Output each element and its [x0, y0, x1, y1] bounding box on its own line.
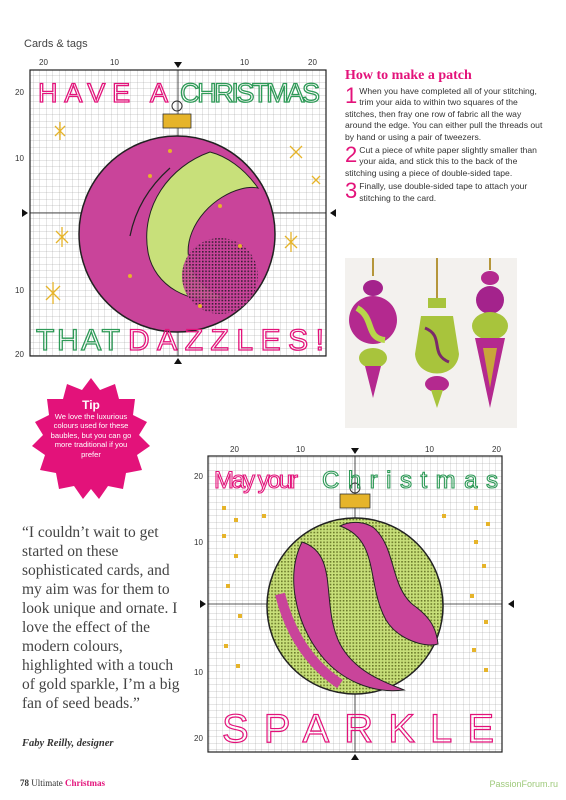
section-label: Cards & tags	[24, 38, 88, 50]
tip-title: Tip	[82, 398, 100, 412]
chart1-side-number: 20	[15, 350, 24, 359]
tip-text	[48, 398, 134, 459]
chart2-text-top-b: Christmas	[322, 467, 498, 494]
page-footer	[20, 778, 105, 788]
chart1-top-number: 10	[110, 58, 119, 67]
chart2-grid	[190, 444, 516, 764]
chart2-text-top-a: May your	[214, 467, 298, 494]
chart2-top-number: 20	[230, 445, 239, 454]
chart1-top-number: 20	[308, 58, 317, 67]
watermark: PassionForum.ru	[489, 779, 558, 789]
publication-prefix: Ultimate	[31, 778, 63, 788]
cross-stitch-chart-1	[15, 56, 340, 366]
chart2-side-number: 20	[194, 734, 203, 743]
publication-highlight: Christmas	[65, 778, 105, 788]
chart2-side-number: 20	[194, 472, 203, 481]
step-number: 1	[345, 83, 358, 108]
step-number: 3	[345, 178, 358, 204]
cross-stitch-chart-2	[190, 444, 516, 764]
how-to-step	[345, 142, 545, 179]
designer-quote: “I couldn’t wait to get started on these sophisticated cards, and my aim was for them to look unique and ornate. I love the effect of the modern colours, highlighted with a touch of gold sparkle, I’m a big fan of seed beads.”	[22, 524, 180, 712]
chart2-top-number: 20	[492, 445, 501, 454]
chart1-top-number: 10	[240, 58, 249, 67]
ornaments-photo	[345, 258, 517, 428]
chart1-grid	[20, 56, 340, 366]
page-number: 78	[20, 778, 29, 788]
how-to-step	[345, 178, 545, 204]
tip-badge	[26, 376, 156, 506]
chart2-top-number: 10	[296, 445, 305, 454]
tip-body: We love the luxurious colours used for these baubles, but you can go more traditional if you prefer	[50, 412, 132, 459]
how-to-step	[345, 83, 545, 143]
chart2-side-number: 10	[194, 668, 203, 677]
chart2-side-number: 10	[194, 538, 203, 547]
chart1-side-number: 10	[15, 154, 24, 163]
chart1-text-top-b: CHRISTMAS	[180, 78, 320, 108]
chart2-text-bottom: SPARKLE	[222, 707, 494, 751]
step-text: When you have completed all of your stitching, trim your aida to within two squares of the stitches, then fray one row of fabric all the way around the edge. You can either pull the threads out by hand or using a pair of tweezers.	[345, 86, 543, 142]
chart1-text-bottom-right: DAZZLES!	[128, 324, 324, 357]
step-text: Cut a piece of white paper slightly smaller than your aida, and stick this to the back of the stitching using a piece of double-sided tape.	[345, 145, 537, 178]
chart1-text-top-a: HAVE A	[38, 78, 168, 108]
chart1-text-bottom-left: THAT	[36, 324, 120, 357]
chart1-top-number: 20	[39, 58, 48, 67]
chart2-top-number: 10	[425, 445, 434, 454]
chart1-side-number: 10	[15, 286, 24, 295]
step-text: Finally, use double-sided tape to attach your stitching to the card.	[359, 181, 528, 203]
ornaments-illustration	[345, 258, 517, 428]
quote-credit: Faby Reilly, designer	[22, 738, 114, 749]
how-to-title: How to make a patch	[345, 68, 472, 83]
chart1-side-number: 20	[15, 88, 24, 97]
step-number: 2	[345, 142, 358, 168]
how-to-panel	[345, 68, 545, 206]
